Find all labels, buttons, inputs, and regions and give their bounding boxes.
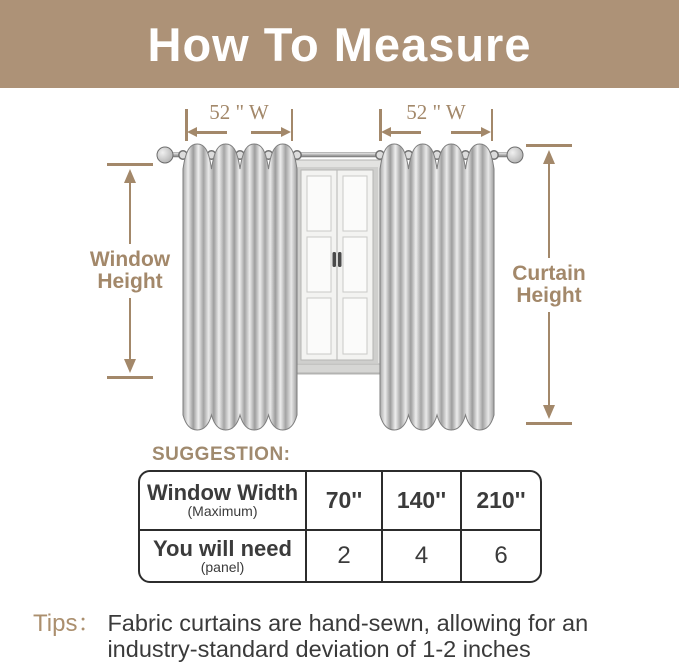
arrow-up-icon [548,153,551,258]
arrow-right-icon [451,131,481,134]
suggestion-table [138,470,542,583]
width-dimension-right [379,100,493,146]
tips-text: Fabric curtains are hand-sewn, allowing for an industry-standard deviation of 1-2 inches [107,610,589,662]
table-cell: 4 [381,529,460,581]
arrow-down-icon [548,312,551,417]
dimension-end-bar [107,163,153,166]
right-curtain-panel [380,144,494,430]
arrow-left-icon [197,131,227,134]
page-title: How To Measure [147,17,532,71]
window-sill [285,364,389,373]
window [285,160,389,374]
tips-section [33,610,588,662]
width-dimension-left-label: 52 " W [209,100,269,124]
table-cell: 210'' [460,472,540,529]
table-row-header: Window Width (Maximum) [146,480,299,519]
width-dimension-left [185,100,293,146]
table-cell: 140'' [381,472,460,529]
arrow-right-icon [251,131,281,134]
dimension-end-bar [526,422,572,425]
arrow-down-icon [129,298,132,370]
table-cell: 70'' [305,472,381,529]
curtain-height-label: Curtain Height [512,261,586,307]
window-height-annotation [88,163,172,379]
dimension-end-bar [107,376,153,379]
dimension-end-bar [526,144,572,147]
arrow-up-icon [129,172,132,244]
curtain-height-annotation [507,144,591,425]
tips-label: Tips： [33,610,102,637]
window-height-label: Window Height [89,248,171,293]
arrow-left-icon [391,131,421,134]
width-dimension-right-label: 52 " W [406,100,466,124]
suggestion-heading: SUGGESTION: [152,444,291,465]
header-banner [0,0,679,88]
table-cell: 2 [305,529,381,581]
rod-finial-left [157,147,173,163]
window-handle-left [333,252,337,267]
table-cell: 6 [460,529,540,581]
table-row-header: You will need (panel) [140,529,305,581]
left-curtain-panel [183,144,297,430]
window-handle-right [338,252,342,267]
